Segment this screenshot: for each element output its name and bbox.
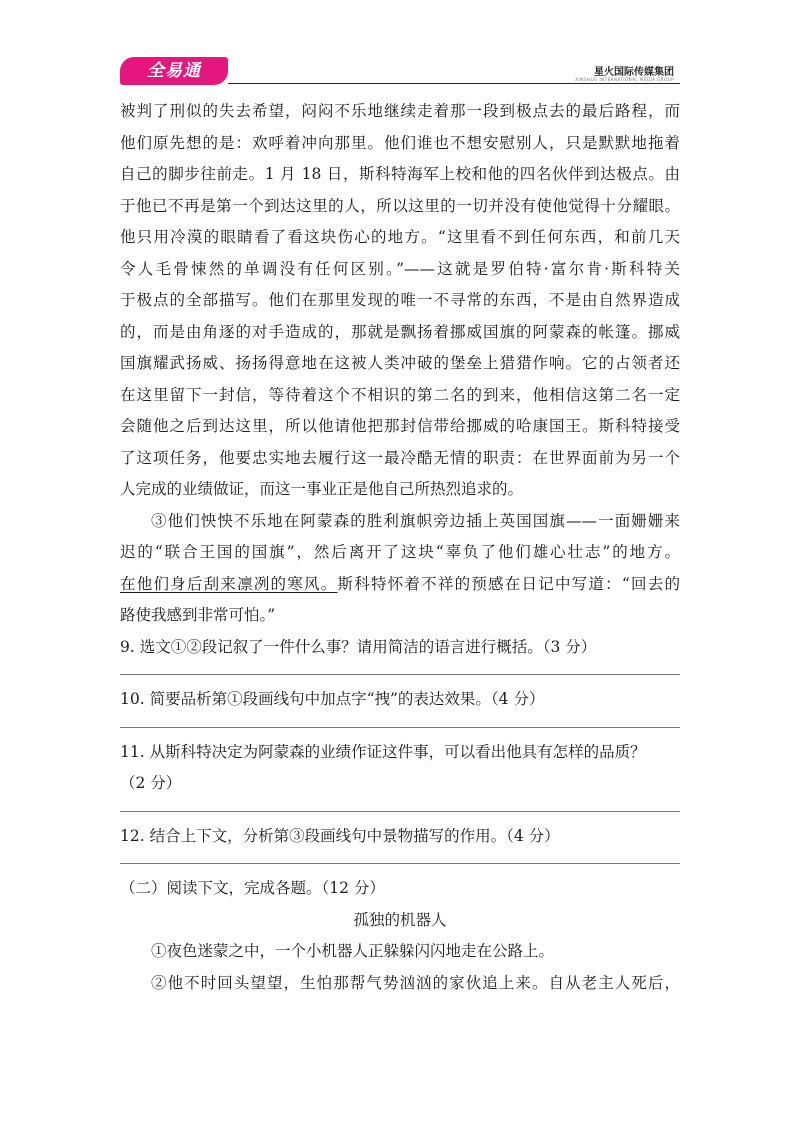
passage-line: 被判了刑似的失去希望，闷闷不乐地继续走着那一段到极点去的最后路程，而 [120,102,680,120]
answer-line-9[interactable] [120,674,680,675]
passage-line: 了这项任务，他要忠实地去履行这一最冷酷无情的职责：在世界面前为另一个 [120,448,680,467]
story-title: 孤独的机器人 [353,910,447,929]
passage-line: 他们原先想的是：欢呼着冲向那里。他们谁也不想安慰别人，只是默默地拖着 [120,133,680,152]
section-2-heading: （二）阅读下文，完成各题。（12 分） [120,879,385,897]
passage-paragraph-2 [120,96,680,506]
passage-text: 斯科特怀着不祥的预感在日记中写道：“回去的 [337,574,680,593]
story-paragraph-1: ①夜色迷蒙之中，一个小机器人正躲躲闪闪地走在公路上。 [151,942,555,960]
passage-line: 人完成的业绩做证，而这一事业正是他自己所热烈追求的。 [120,480,524,498]
publisher-logo: 全易通 [120,57,228,85]
question-11: 11. 从斯科特决定为阿蒙森的业绩作证这件事，可以看出他具有怎样的品质？ [120,742,646,761]
passage-line [120,569,680,601]
passage-line: 迟的“联合王国的国旗”，然后离开了这块“辜负了他们雄心壮志”的地方。 [120,543,680,561]
underlined-sentence: 在他们身后刮来凛冽的寒风。 [120,574,338,593]
passage-line: 国旗耀武扬威、扬扬得意地在这被人类冲破的堡垒上猎猎作响。它的占领者还 [120,354,680,372]
passage-line: 的，而是由角逐的对手造成的，那就是飘扬着挪威国旗的阿蒙森的帐篷。挪威 [120,322,680,341]
question-9: 9. 选文①②段记叙了一件什么事？请用简洁的语言进行概括。（3 分） [120,637,597,656]
passage-line: 令人毛骨悚然的单调没有任何区别。”——这就是罗伯特·富尔肯·斯科特关 [120,259,680,278]
brand-subtitle: XINGHUO INTERNATIONAL MEDIA GROUP [575,77,674,82]
passage-line: 会随他之后到达这里，所以他请他把那封信带给挪威的哈康国王。斯科特接受 [120,417,680,435]
passage-line: ③他们怏怏不乐地在阿蒙森的胜利旗帜旁边插上英国国旗——一面姗姗来 [151,511,680,530]
passage-line: 他只用冷漠的眼睛看了看这块伤心的地方。“这里看不到任何东西，和前几天 [120,228,680,246]
question-11-points: （2 分） [120,774,182,792]
passage-paragraph-3 [120,506,680,632]
brand-name: 星火国际传媒集团 [594,67,674,78]
passage-line: 在这里留下一封信，等待着这个不相识的第二名的到来，他相信这第二名一定 [120,385,680,404]
passage-line: 路使我感到非常可怕。” [120,606,276,624]
passage-line: 自己的脚步往前走。1 月 18 日，斯科特海军上校和他的四名伙伴到达极点。由 [120,165,680,183]
answer-line-10[interactable] [120,727,680,728]
story-paragraph-2: ②他不时回头望望，生怕那帮气势汹汹的家伙追上来。自从老主人死后， [151,973,680,992]
passage-line: 于他已不再是第一个到达这里的人，所以这里的一切并没有使他觉得十分耀眼。 [120,196,680,215]
header-rule [228,83,680,84]
question-12: 12. 结合上下文，分析第③段画线句中景物描写的作用。（4 分） [120,826,560,845]
question-10: 10. 简要品析第①段画线句中加点字“拽”的表达效果。（4 分） [120,690,545,708]
page-header [0,0,800,95]
passage-line: 于极点的全部描写。他们在那里发现的唯一不寻常的东西，不是由自然界造成 [120,291,680,309]
answer-line-11[interactable] [120,811,680,812]
document-body [120,96,680,999]
answer-line-12[interactable] [120,863,680,864]
